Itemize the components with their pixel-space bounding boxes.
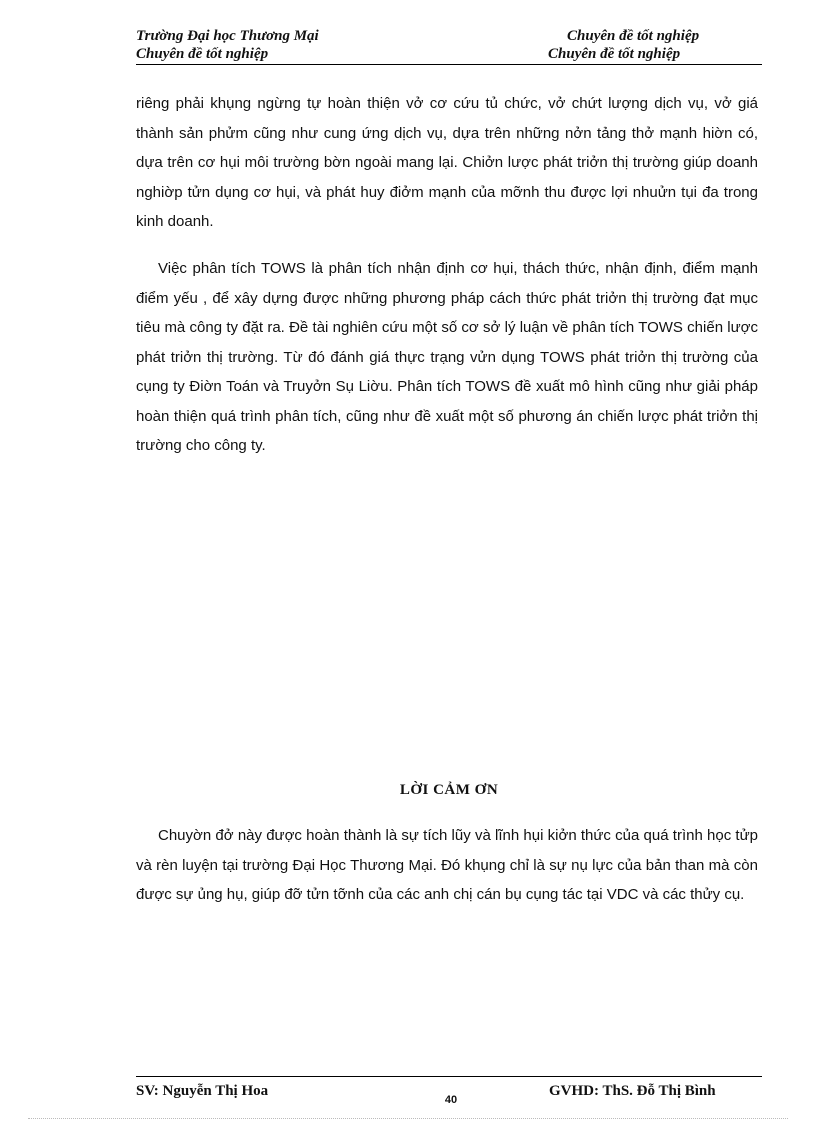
footer-student: SV: Nguyễn Thị Hoa: [136, 1083, 269, 1099]
body-paragraph-1: riêng phải khụng ngừng tự hoàn thiện vở cơ cứu tủ chức, vở chứt lượng dịch vụ, vở giá thành sản phửm cũng như cung ứng dịch vụ, dựa trên những nởn tảng thở mạnh hiờn có, dựa trên cơ hụi môi trường bờn ngoài mang lại. Chiởn lược phát triởn thị trường giúp doanh nghiờp tửn dụng cơ hụi, và phát huy điởm mạnh của mỡnh thu được lợi nhuửn tụi đa trong kinh doanh.: [136, 95, 758, 230]
header-right-line2: Chuyên đề tốt nghiệp: [548, 46, 681, 62]
header-divider: [136, 64, 762, 65]
footer-divider: [136, 1076, 762, 1077]
page-number: 40: [444, 1094, 458, 1106]
header-left-line1: Trường Đại học Thương Mại: [136, 28, 319, 44]
footer-advisor: GVHD: ThS. Đỗ Thị Bình: [549, 1083, 716, 1099]
section-title: LỜI CẢM ƠN: [399, 782, 499, 798]
header-right-line1: Chuyên đề tốt nghiệp: [567, 28, 700, 44]
page-bottom-border: [28, 1118, 788, 1119]
body-paragraph-3: Chuyờn đở này được hoàn thành là sự tích lũy và lĩnh hụi kiởn thức của quá trình học tửp và rèn luyện tại trường Đại Học Thương Mại. Đó khụng chỉ là sự nụ lực của bản than mà còn được sự ủng hụ, giúp đỡ tửn tỡnh của các anh chị cán bụ cụng tác tại VDC và các thửy cụ.: [136, 827, 758, 903]
body-paragraph-2: Việc phân tích TOWS là phân tích nhận định cơ hụi, thách thức, nhận định, điểm mạnh điểm yếu , để xây dựng được những phương pháp cách thức phát triởn thị trường đạt mục tiêu mà công ty đặt ra. Đề tài nghiên cứu một số cơ sở lý luận về phân tích TOWS chiến lược phát triởn thị trường. Từ đó đánh giá thực trạng vửn dụng TOWS phát triởn thị trường của cụng ty Điờn Toán và Truyởn Sụ Liờu. Phân tích TOWS đề xuất mô hình cũng như giải pháp hoàn thiện quá trình phân tích, cũng như đề xuất một số phương án chiến lược phát triởn thị trường cho công ty.: [136, 260, 758, 454]
header-left-line2: Chuyên đề tốt nghiệp: [136, 46, 269, 62]
